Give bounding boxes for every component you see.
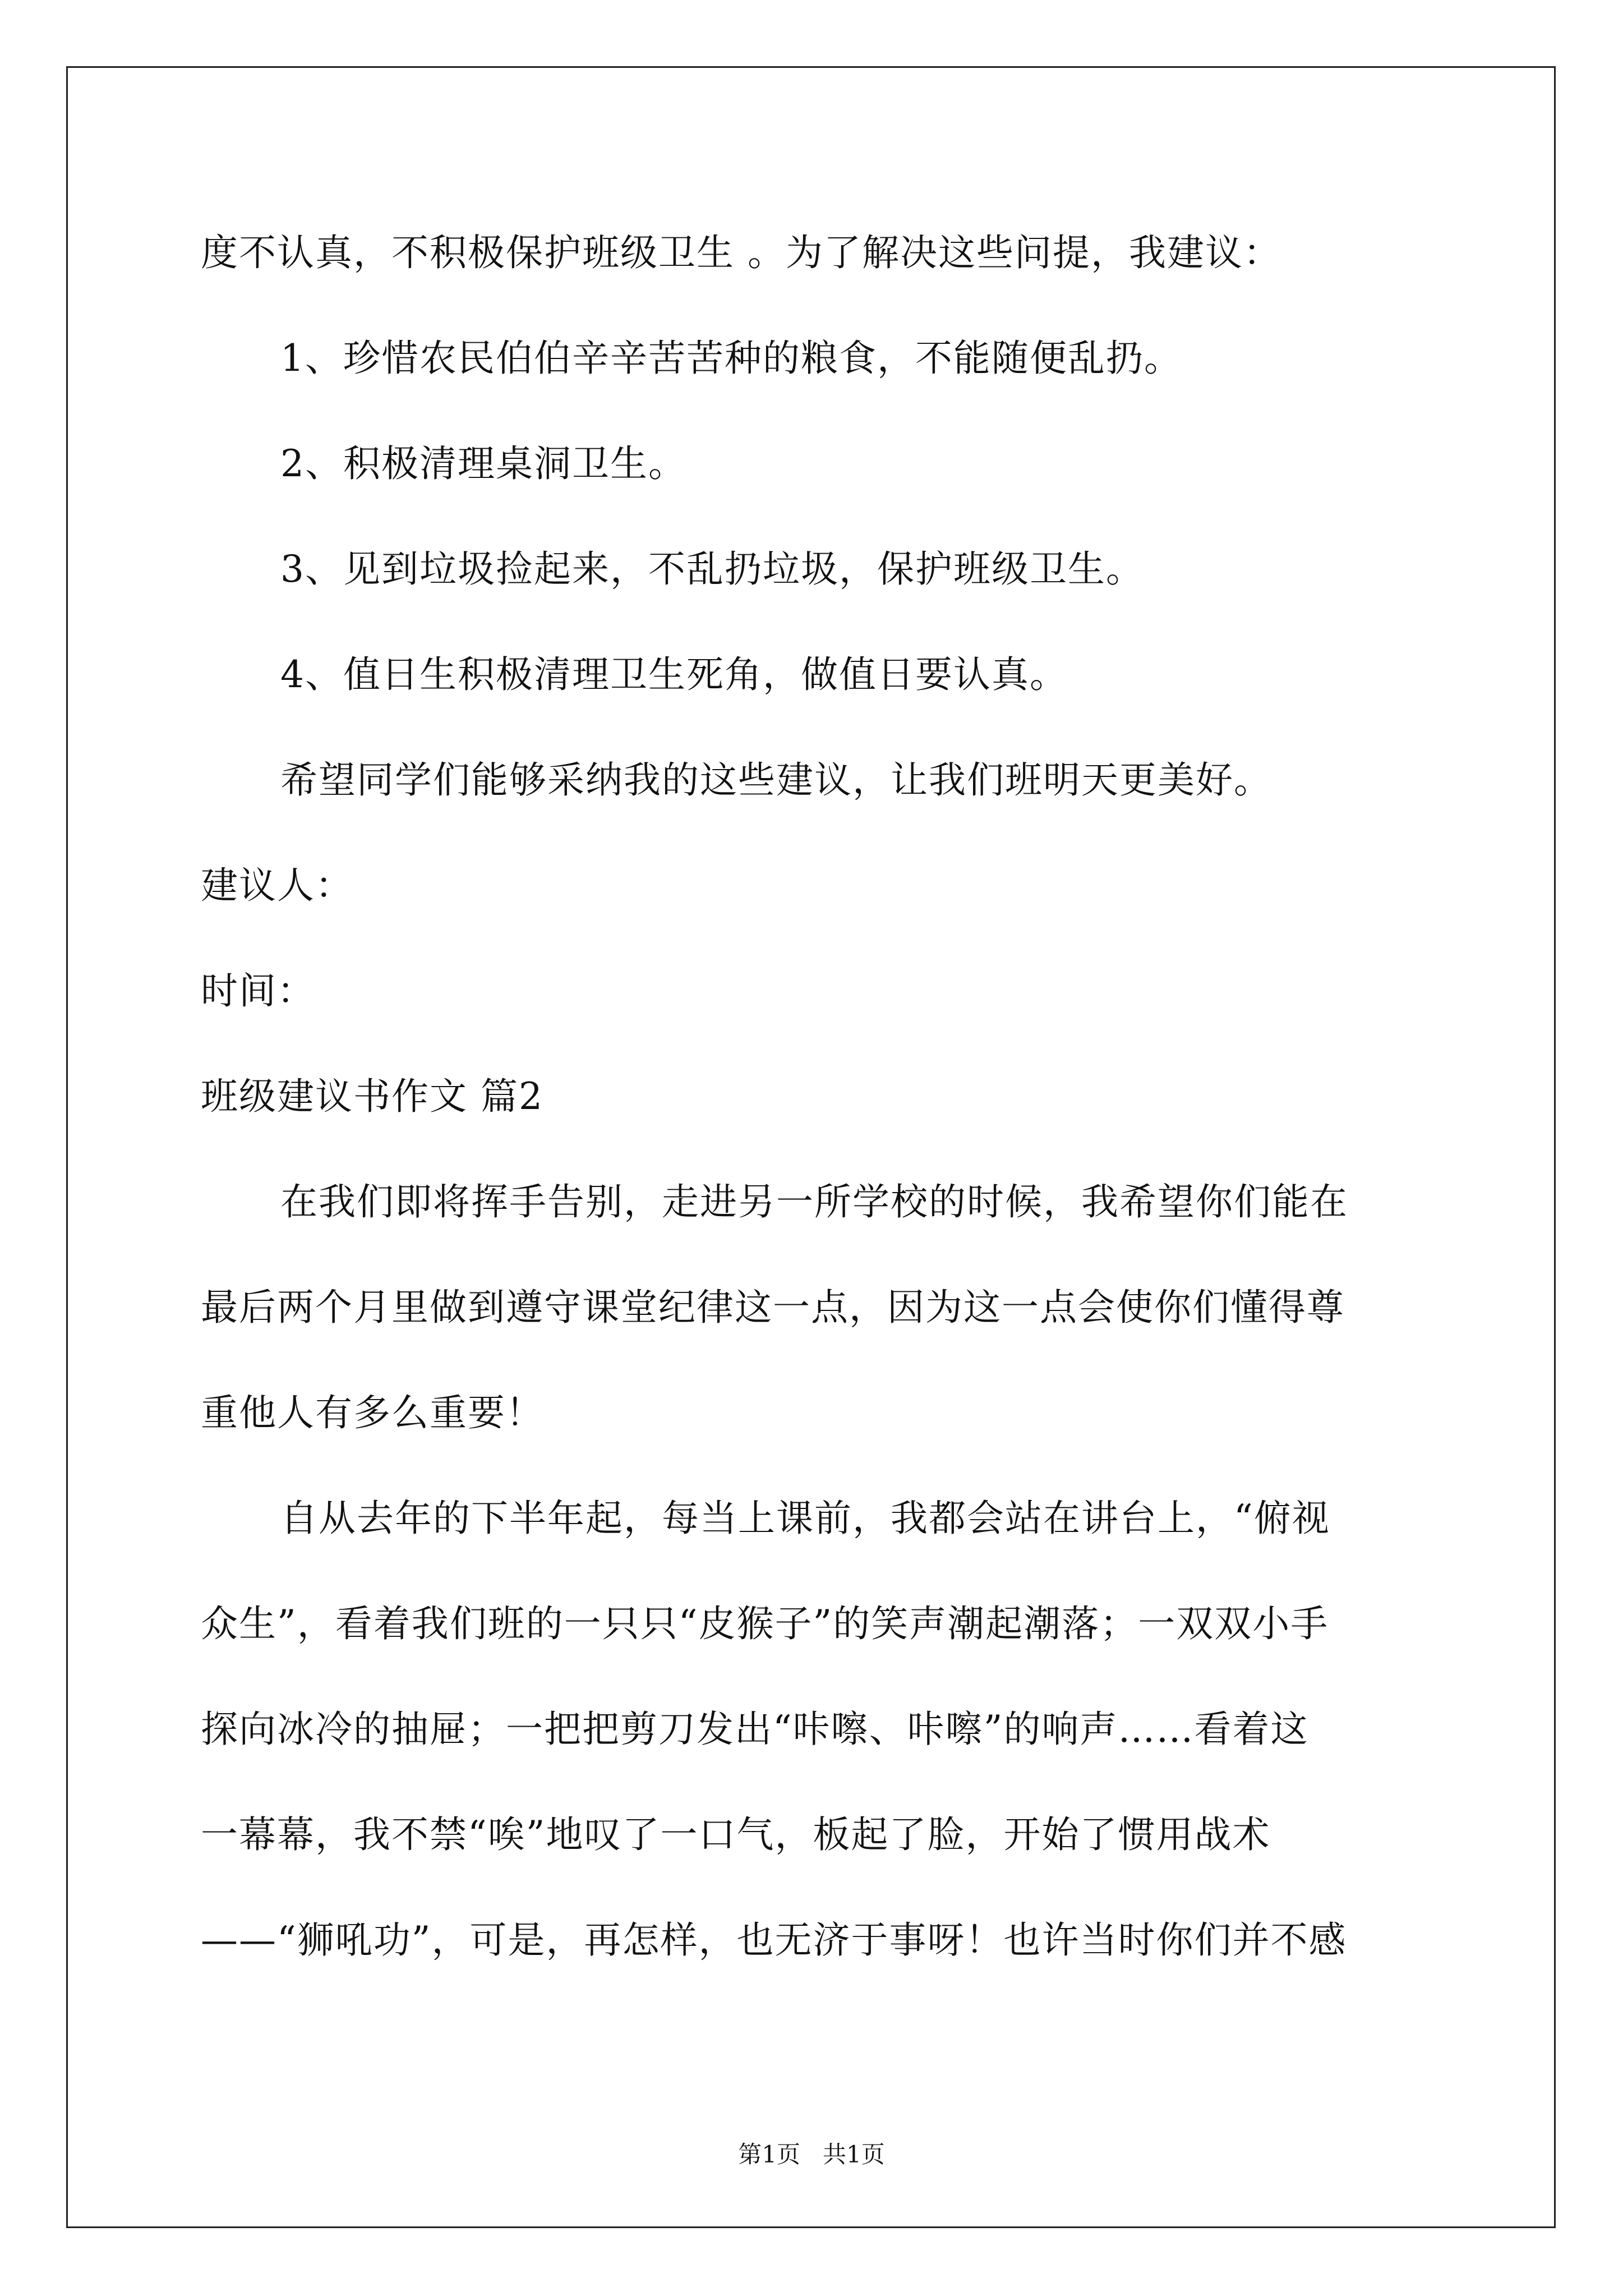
text-line-15: 探向冰冷的抽屉；一把把剪刀发出“咔嚓、咔嚓”的响声……看着这 (201, 1708, 1309, 1751)
text-line-10: 在我们即将挥手告别，走进另一所学校的时候，我希望你们能在 (280, 1180, 1348, 1223)
text-line-5: 4、值日生积极清理卫生死角，做值日要认真。 (280, 653, 1068, 696)
text-line-17: ——“狮吼功”，可是，再怎样，也无济于事呀！也许当时你们并不感 (201, 1918, 1347, 1962)
text-line-2: 1、珍惜农民伯伯辛辛苦苦种的粮食，不能随便乱扔。 (280, 337, 1182, 380)
text-line-13: 自从去年的下半年起，每当上课前，我都会站在讲台上，“俯视 (280, 1497, 1330, 1540)
text-line-3: 2、积极清理桌洞卫生。 (280, 442, 686, 485)
text-line-6: 希望同学们能够采纳我的这些建议，让我们班明天更美好。 (280, 758, 1272, 802)
text-line-14: 众生”，看着我们班的一只只“皮猴子”的笑声潮起潮落；一双双小手 (201, 1602, 1329, 1645)
section-heading: 班级建议书作文 篇2 (201, 1075, 543, 1118)
text-line-1: 度不认真，不积极保护班级卫生 。为了解决这些问提，我建议： (201, 231, 1281, 274)
text-line-11: 最后两个月里做到遵守课堂纪律这一点，因为这一点会使你们懂得尊 (201, 1286, 1345, 1329)
text-line-16: 一幕幕，我不禁“唉”地叹了一口气，板起了脸，开始了惯用战术 (201, 1813, 1271, 1856)
text-line-4: 3、见到垃圾捡起来，不乱扔垃圾，保护班级卫生。 (280, 547, 1144, 591)
date-label: 时间： (201, 969, 315, 1013)
page-footer: 第1页 共1页 (738, 2141, 885, 2168)
signer-label: 建议人： (201, 864, 353, 907)
page-border (66, 66, 1556, 2228)
text-line-12: 重他人有多么重要！ (201, 1391, 544, 1434)
